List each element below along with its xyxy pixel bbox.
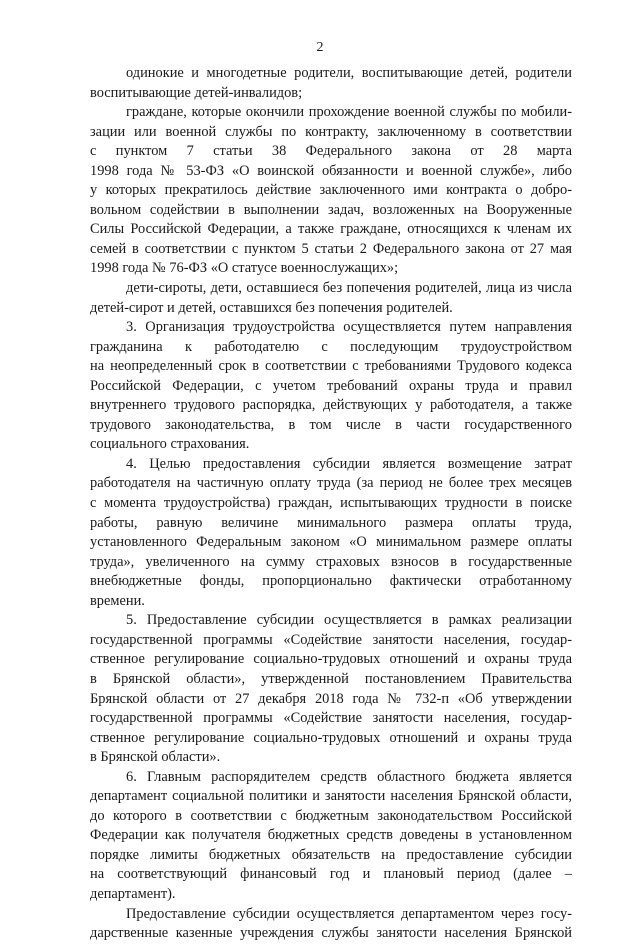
text-line: 6. Главным распорядителем средств областного бюджета является — [126, 768, 572, 785]
text-line: внутреннего трудового распорядка, действующих у работодателя, а также — [90, 397, 572, 414]
text-line: работодателя на частичную оплату труда (за период не более трех месяцев — [90, 475, 572, 492]
text-line: зации или военной службы по контракту, заключенному в соответствии — [90, 123, 572, 140]
text-line: Силы Российской Федерации, а также граждане, относящихся к членам их — [90, 221, 572, 238]
text-line: установленного Федеральным законом «О минимальном размере оплаты — [90, 534, 572, 551]
text-line: ственное регулирование социально-трудовых отношений и охраны труда — [90, 651, 572, 668]
text-line: 5. Предоставление субсидии осуществляется в рамках реализации — [126, 612, 572, 629]
text-line: государственной программы «Содействие занятости населения, государ- — [90, 631, 572, 648]
text-line: 4. Целью предоставления субсидии является возмещение затрат — [126, 455, 572, 472]
text-line: 1998 года № 53-ФЗ «О воинской обязанности и военной службе», либо — [90, 162, 572, 179]
text-line: государственной программы «Содействие занятости населения, государ- — [90, 710, 572, 727]
text-line: трудового законодательства, в том числе в части государственного — [90, 416, 572, 433]
text-line: детей-сирот и детей, оставшихся без попечения родителей. — [90, 299, 453, 316]
text-line: труда», увеличенного на сумму страховых взносов в государственные — [90, 553, 572, 570]
text-line: Федерации как получателя бюджетных средств доведены в установленном — [90, 827, 572, 844]
text-line: одинокие и многодетные родители, воспитывающие детей, родители — [126, 65, 572, 81]
text-line: работы, равную величине минимального размера оплаты труда, — [90, 514, 572, 531]
text-line: гражданина к работодателю с последующим трудоустройством — [90, 338, 572, 355]
text-line: дети-сироты, дети, оставшиеся без попечения родителей, лица из числа — [126, 280, 572, 297]
text-line: департамент социальной политики и занятости населения Брянской области, — [90, 788, 572, 805]
text-line: на неопределенный срок в соответствии с требованиями Трудового кодекса — [90, 358, 572, 375]
page-number: 2 — [316, 40, 324, 55]
text-line: Российской Федерации, с учетом требований охраны труда и правил — [90, 377, 572, 394]
text-line: времени. — [90, 592, 145, 609]
text-line: Предоставление субсидии осуществляется департаментом через госу- — [126, 905, 572, 922]
text-line: воспитывающие детей-инвалидов; — [90, 84, 303, 101]
text-line: у которых прекратилось действие заключенного ими контракта о добро- — [90, 182, 572, 199]
text-line: в Брянской области». — [90, 749, 221, 766]
text-line: ственное регулирование социально-трудовых отношений и охраны труда — [90, 729, 572, 746]
text-line: дарственные казенные учреждения службы занятости населения Брянской — [90, 925, 572, 942]
text-line: внебюджетные фонды, пропорционально фактически отработанному — [90, 573, 572, 590]
text-line: департамент). — [90, 885, 176, 902]
text-line: граждане, которые окончили прохождение военной службы по мобили- — [126, 104, 572, 121]
document-body — [90, 64, 572, 944]
text-line: Брянской области от 27 декабря 2018 года № 732-п «Об утверждении — [90, 690, 572, 707]
text-line: семей в соответствии с пунктом 5 статьи 2 Федерального закона от 27 мая — [90, 240, 572, 257]
text-line: 3. Организация трудоустройства осуществляется путем направления — [126, 319, 572, 336]
text-line: вольном содействии в выполнении задач, возложенных на Вооруженные — [90, 201, 572, 218]
text-line: с момента трудоустройства) граждан, испытывающих трудности в поиске — [90, 495, 572, 512]
text-line: социального страхования. — [90, 436, 250, 453]
text-line: с пунктом 7 статьи 38 Федерального закона от 28 марта — [90, 143, 572, 160]
text-line: до которого в соответствии с бюджетным законодательством Российской — [90, 807, 572, 824]
text-line: на соответствующий финансовый год и плановый период (далее – — [90, 866, 572, 883]
text-line: 1998 года № 76-ФЗ «О статусе военнослужащих»; — [90, 260, 399, 277]
text-line: порядке лимиты бюджетных обязательств на предоставление субсидии — [90, 846, 572, 863]
text-line: в Брянской области», утвержденной постановлением Правительства — [90, 670, 572, 687]
